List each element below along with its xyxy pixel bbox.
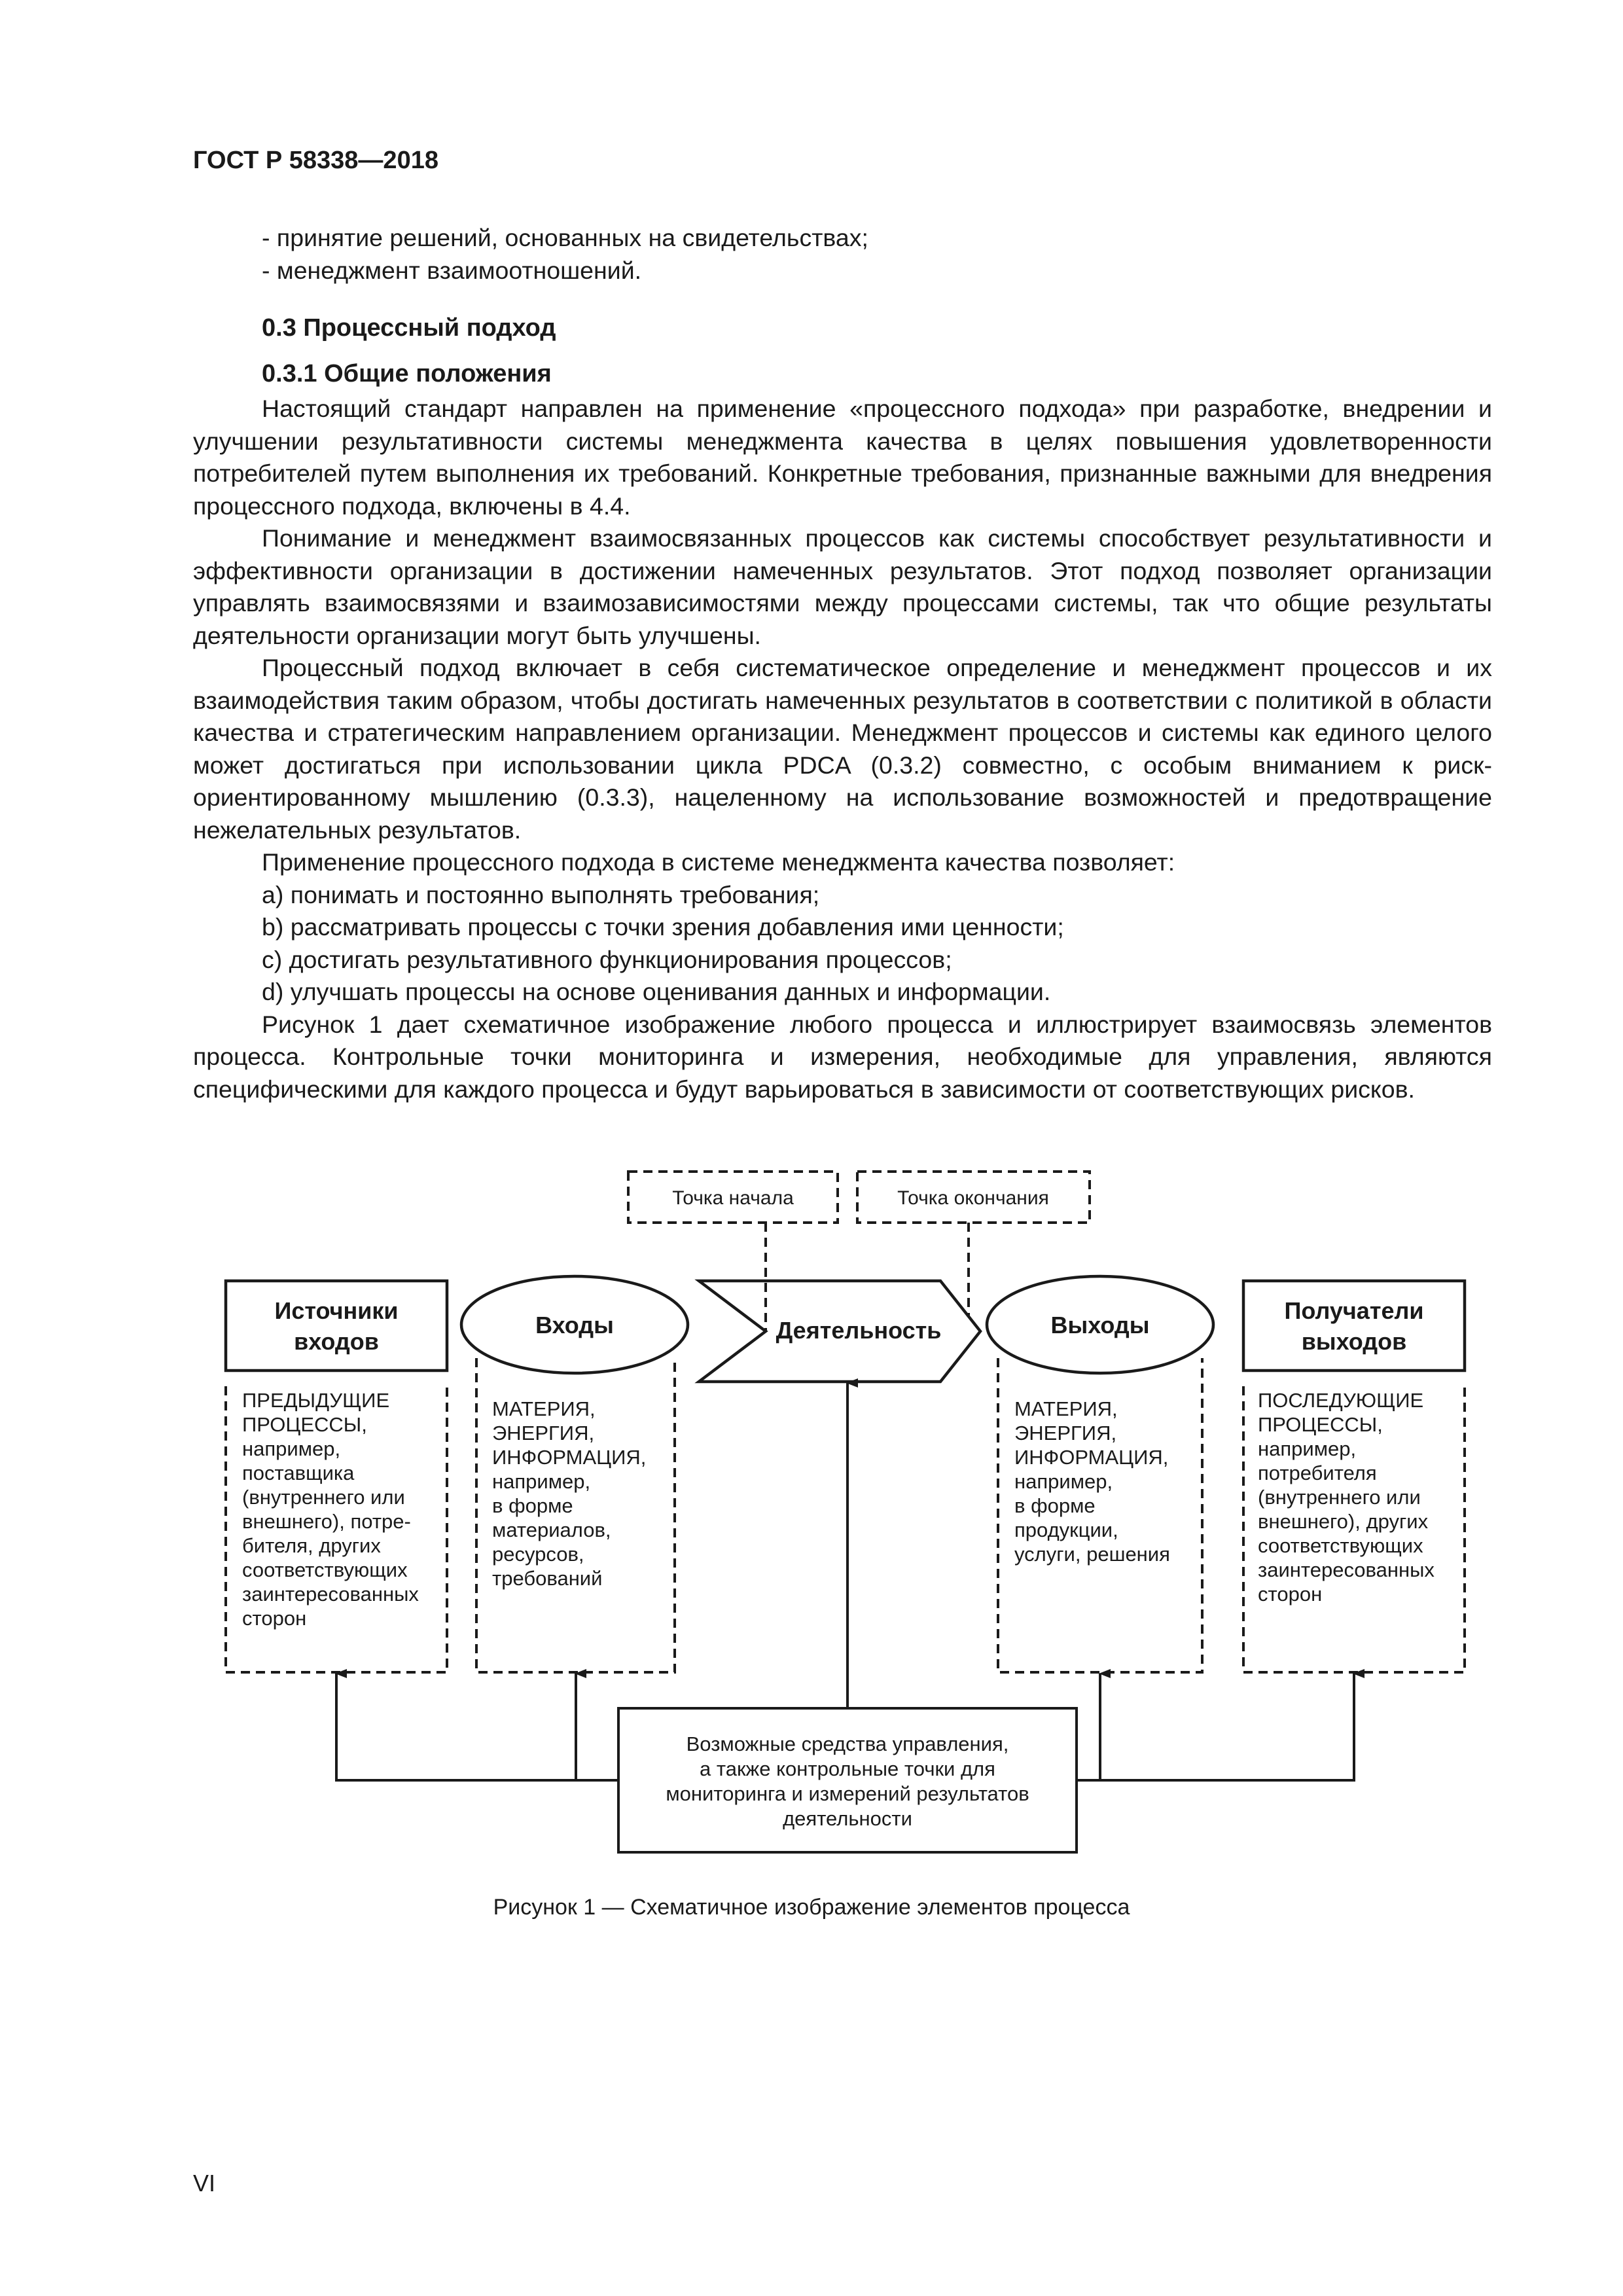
receivers-title: выходов <box>1301 1328 1407 1355</box>
receivers-desc-line: заинтересованных <box>1258 1558 1435 1581</box>
paragraph: Настоящий стандарт направлен на применение «процессного подхода» при разработке, внедрении и улучшении результативности системы менеджмента качества в целях повышения удовлетворенности потребителей путем выполнения их требований. Конкретные требования, признанные важными для внедрения процессного подхода, включены в 4.4. <box>193 395 1492 520</box>
controls-line: мониторинга и измерений результатов <box>666 1782 1029 1805</box>
sources-desc-line: ПРОЦЕССЫ, <box>242 1413 367 1436</box>
paragraph: Понимание и менеджмент взаимосвязанных процессов как системы способствует результативности и эффективности организации в достижении намеченных результатов. Этот подход позволяет организации управлять взаимосвязями и взаимозависимостями между процессами системы, так что общие результаты деятельности организации могут быть улучшены. <box>193 524 1492 649</box>
paragraph: Рисунок 1 дает схематичное изображение любого процесса и иллюстрирует взаимосвязь элементов процесса. Контрольные точки мониторинга и измерения, необходимые для управления, являются специфическими для каждого процесса и будут варьироваться в зависимости от соответствующих рисков. <box>193 1010 1492 1103</box>
receivers-title: Получатели <box>1284 1297 1424 1324</box>
sources-desc-line: бителя, других <box>242 1534 381 1557</box>
receivers-desc-line: сторон <box>1258 1583 1323 1605</box>
list-item: c) достигать результативного функционирования процессов; <box>262 945 952 973</box>
document-header: ГОСТ Р 58338—2018 <box>193 147 438 174</box>
section-title: 0.3 Процессный подход <box>262 314 556 342</box>
paragraph: Процессный подход включает в себя систематическое определение и менеджмент процессов и их взаимодействия таким образом, чтобы достигать намеченных результатов в соответствии с политикой в области качества и стратегическим направлением организации. Менеджмент процессов и системы как единого целого может достигаться при использовании цикла PDCA (0.3.2) совместно, с особым вниманием к риск-ориентированному мышлению (0.3.3), нацеленному на использование возможностей и предотвращение нежелательных результатов. <box>193 654 1492 844</box>
list-item: а) понимать и постоянно выполнять требования; <box>262 880 820 908</box>
sources-title: Источники <box>274 1297 399 1324</box>
inputs-desc-line: например, <box>492 1470 591 1493</box>
outputs-desc-line: ИНФОРМАЦИЯ, <box>1014 1446 1169 1469</box>
controls-box <box>618 1708 1077 1852</box>
bullet-item: - менеджмент взаимоотношений. <box>262 257 642 284</box>
bullet-item: - принятие решений, основанных на свидетельствах; <box>262 224 868 251</box>
sources-desc-line: заинтересованных <box>242 1583 419 1605</box>
outputs-desc-line: МАТЕРИЯ, <box>1014 1397 1118 1420</box>
page-number: VI <box>193 2170 216 2197</box>
activity-title: Деятельность <box>776 1317 942 1344</box>
inputs-desc-line: в форме <box>492 1494 573 1517</box>
inputs-desc-line: ЭНЕРГИЯ, <box>492 1422 595 1444</box>
sources-title: входов <box>294 1328 379 1355</box>
controls-to-outputs-line <box>1077 1674 1354 1780</box>
inputs-desc-line: МАТЕРИЯ, <box>492 1397 596 1420</box>
inputs-desc-line: ИНФОРМАЦИЯ, <box>492 1446 647 1469</box>
outputs-desc-line: услуги, решения <box>1014 1543 1170 1566</box>
sources-desc-line: соответствующих <box>242 1558 408 1581</box>
subsection-title: 0.3.1 Общие положения <box>262 360 552 387</box>
sources-desc-line: поставщика <box>242 1462 355 1484</box>
inputs-desc-line: требований <box>492 1567 603 1590</box>
sources-desc-line: ПРЕДЫДУЩИЕ <box>242 1389 390 1412</box>
receivers-desc-line: соответствующих <box>1258 1534 1423 1557</box>
paragraph: Применение процессного подхода в системе менеджмента качества позволяет: <box>262 848 1175 876</box>
list-item: b) рассматривать процессы с точки зрения добавления ими ценности; <box>262 913 1064 941</box>
receivers-desc-line: ПОСЛЕДУЮЩИЕ <box>1258 1389 1424 1412</box>
end-point-label: Точка окончания <box>897 1187 1049 1209</box>
inputs-desc-line: материалов, <box>492 1518 611 1541</box>
sources-desc-line: например, <box>242 1437 341 1460</box>
sources-box <box>226 1281 447 1371</box>
receivers-desc-line: потребителя <box>1258 1462 1377 1484</box>
sources-desc-line: (внутреннего или <box>242 1486 405 1509</box>
sources-desc-line: сторон <box>242 1607 307 1630</box>
inputs-title: Входы <box>535 1312 614 1338</box>
receivers-box <box>1243 1281 1465 1371</box>
outputs-title: Выходы <box>1050 1312 1150 1338</box>
controls-line: Возможные средства управления, <box>686 1732 1009 1755</box>
controls-line: а также контрольные точки для <box>700 1757 995 1780</box>
receivers-desc-line: например, <box>1258 1437 1357 1460</box>
list-item: d) улучшать процессы на основе оценивания данных и информации. <box>262 978 1051 1005</box>
outputs-desc-line: продукции, <box>1014 1518 1118 1541</box>
receivers-desc-line: внешнего), других <box>1258 1510 1429 1533</box>
receivers-desc-line: ПРОЦЕССЫ, <box>1258 1413 1383 1436</box>
receivers-desc-line: (внутреннего или <box>1258 1486 1421 1509</box>
inputs-desc-line: ресурсов, <box>492 1543 584 1566</box>
outputs-desc-line: ЭНЕРГИЯ, <box>1014 1422 1117 1444</box>
outputs-desc-line: в форме <box>1014 1494 1096 1517</box>
controls-line: деятельности <box>783 1807 912 1830</box>
start-point-label: Точка начала <box>672 1187 794 1209</box>
outputs-desc-line: например, <box>1014 1470 1113 1493</box>
figure-caption: Рисунок 1 — Схематичное изображение элементов процесса <box>493 1895 1130 1920</box>
sources-desc-line: внешнего), потре- <box>242 1510 411 1533</box>
